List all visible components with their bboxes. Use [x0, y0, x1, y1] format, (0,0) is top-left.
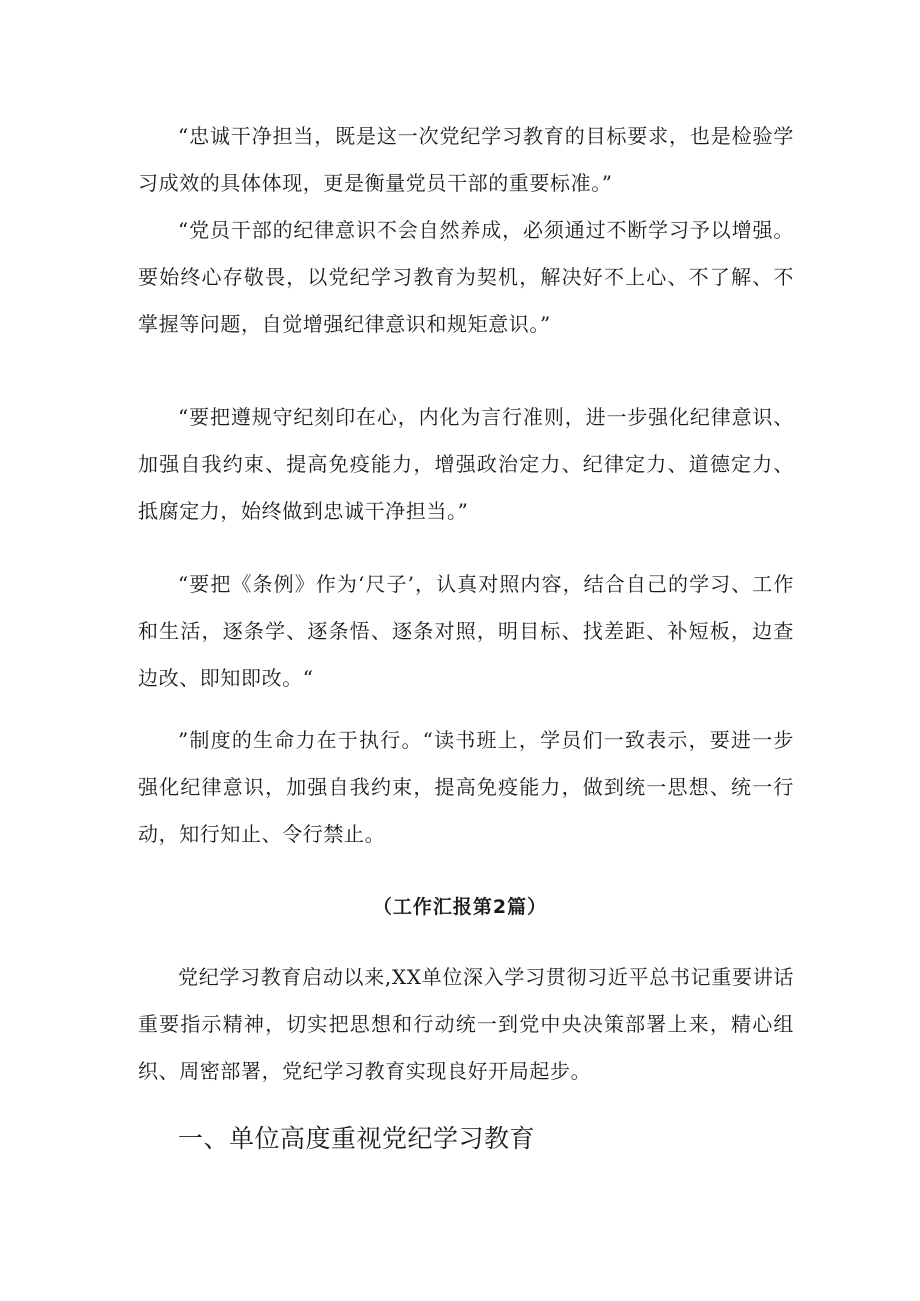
heading-level-1: 一、单位高度重视党纪学习教育	[178, 1124, 536, 1153]
section-intro-paragraph: 党纪学习教育启动以来,XX单位深入学习贯彻习近平总书记重要讲话重要指示精神，切实把思想和行动统一到党中央决策部署上来，精心组织、周密部署，党纪学习教育实现良好开局起步。	[138, 965, 794, 1083]
quote-paragraph-2: “党员干部的纪律意识不会自然养成，必须通过不断学习予以增强。要始终心存敬畏，以党纪学习教育为契机，解决好不上心、不了解、不掌握等问题，自觉增强纪律意识和规矩意识。”	[138, 218, 794, 336]
section-title: （工作汇报第2篇）	[372, 896, 548, 918]
quote-paragraph-4: “要把《条例》作为‘尺子’，认真对照内容，结合自己的学习、工作和生活，逐条学、逐条悟、逐条对照，明目标、找差距、补短板，边查边改、即知即改。“	[138, 572, 794, 690]
quote-paragraph-3: “要把遵规守纪刻印在心，内化为言行准则，进一步强化纪律意识、加强自我约束、提高免疫能力，增强政治定力、纪律定力、道德定力、抵腐定力，始终做到忠诚干净担当。”	[138, 405, 794, 523]
quote-paragraph-5: ”制度的生命力在于执行。“读书班上，学员们一致表示，要进一步强化纪律意识，加强自我约束，提高免疫能力，做到统一思想、统一行动，知行知止、令行禁止。	[138, 728, 794, 846]
quote-paragraph-1: “忠诚干净担当，既是这一次党纪学习教育的目标要求，也是检验学习成效的具体体现，更是衡量党员干部的重要标准。”	[138, 124, 794, 195]
